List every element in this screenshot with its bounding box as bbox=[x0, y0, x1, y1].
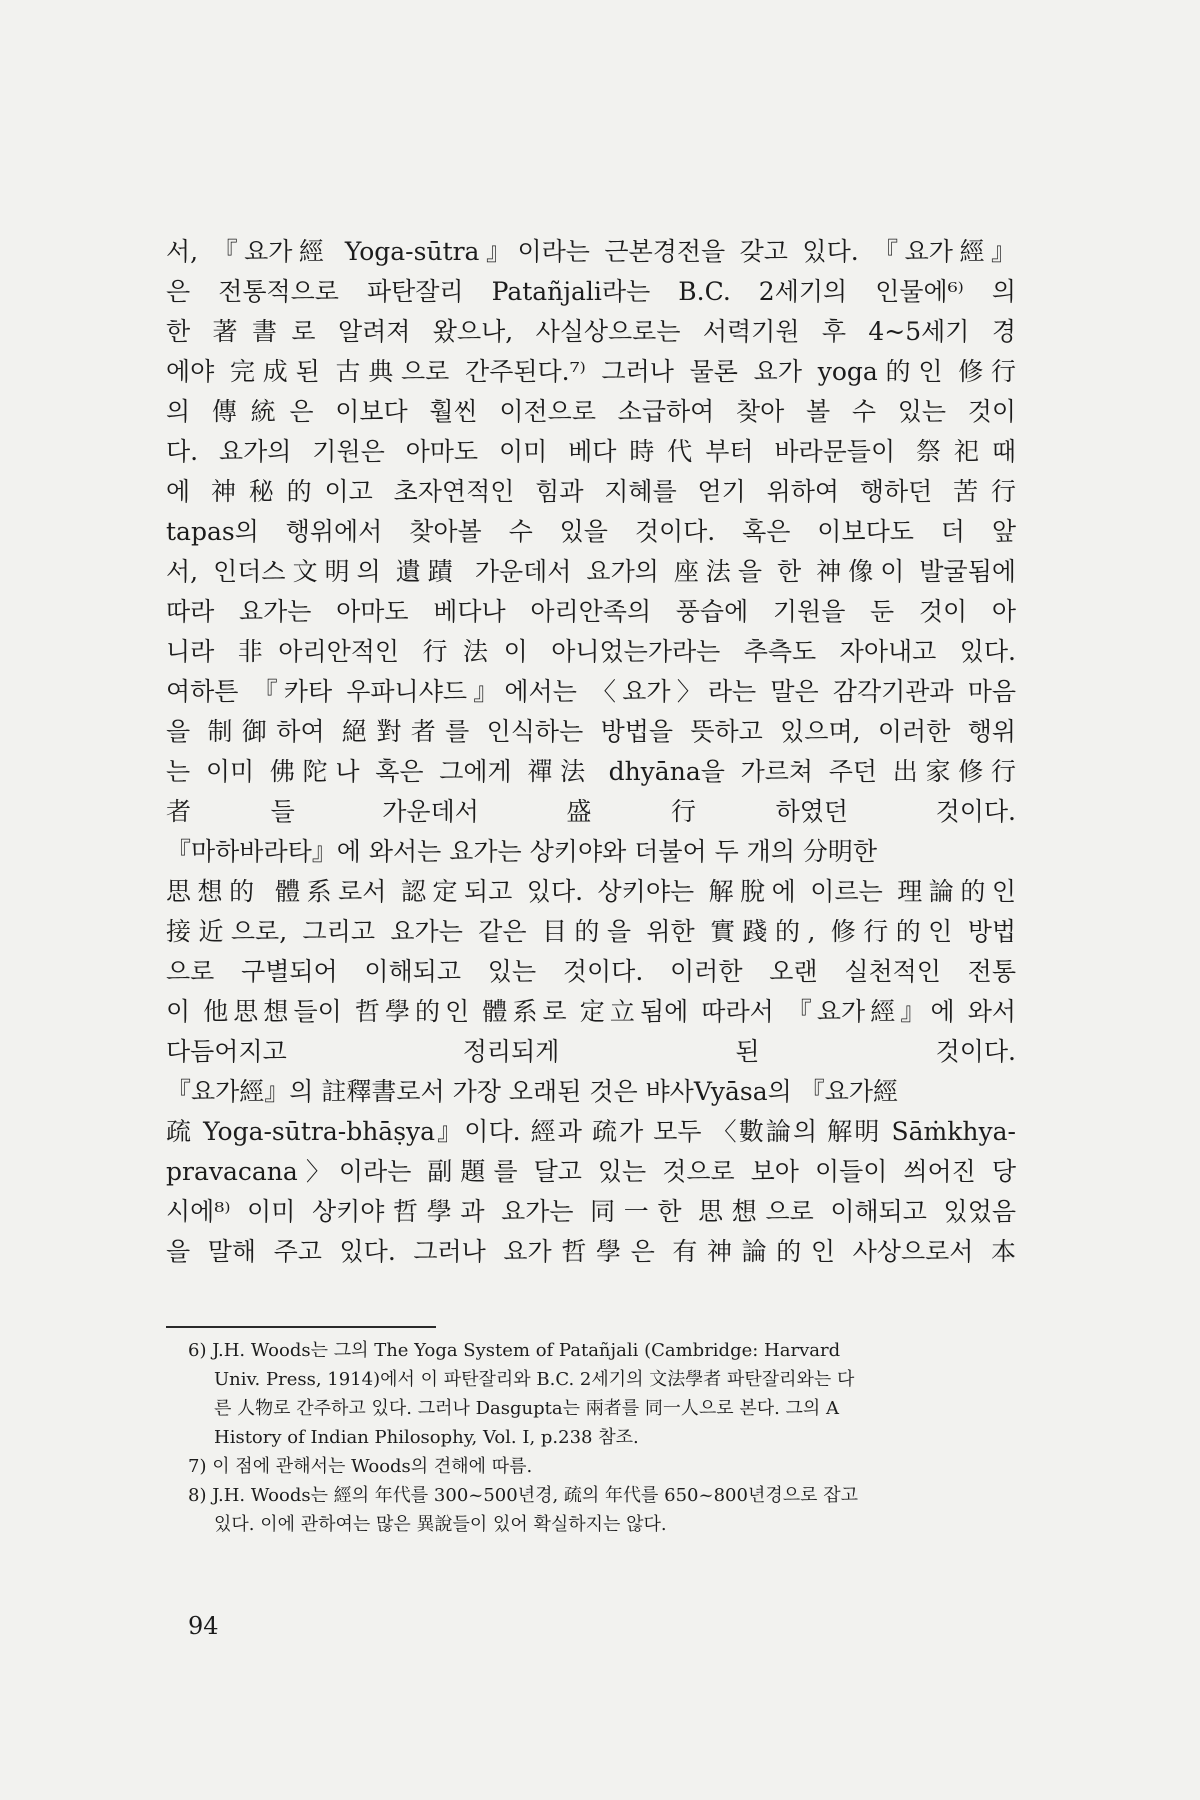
text-line: 서, 『요가經 Yoga-sūtra』이라는 근본경전을 갖고 있다. 『요가經』 bbox=[166, 237, 1016, 266]
text-line: 니라 非아리안적인 行法이 아니었는가라는 추측도 자아내고 있다. bbox=[166, 637, 1016, 666]
text-line: 다듬어지고 정리되게 된 것이다. bbox=[166, 1037, 1016, 1066]
text-line: 은 전통적으로 파탄잘리 Patañjali라는 B.C. 2세기의 인물에⁶⁾ 의 bbox=[166, 277, 1016, 306]
text-line: 을 말해 주고 있다. 그러나 요가哲學은 有神論的인 사상으로서 本 bbox=[166, 1237, 1016, 1266]
text-line: 에야 完成된 古典으로 간주된다.⁷⁾ 그러나 물론 요가 yoga的인 修行 bbox=[166, 357, 1016, 386]
footnote bbox=[188, 1452, 1018, 1481]
footnote-line: 있다. 이에 관하여는 많은 異說들이 있어 확실하지는 않다. bbox=[214, 1514, 667, 1535]
text-line: tapas의 행위에서 찾아볼 수 있을 것이다. 혹은 이보다도 더 앞 bbox=[166, 517, 1016, 546]
text-line: 한 著書로 알려져 왔으나, 사실상으로는 서력기원 후 4~5세기 경 bbox=[166, 317, 1016, 346]
text-line: 『요가經』의 註釋書로서 가장 오래된 것은 뱌사Vyāsa의 『요가經 bbox=[166, 1077, 899, 1106]
text-line: 에 神秘的이고 초자연적인 힘과 지혜를 얻기 위하여 행하던 苦行 bbox=[166, 477, 1016, 506]
footnote-line: History of Indian Philosophy, Vol. I, p.238 참조. bbox=[214, 1427, 639, 1448]
text-line: 다. 요가의 기원은 아마도 이미 베다時代부터 바라문들이 祭祀때 bbox=[166, 437, 1016, 466]
text-line: 思想的 體系로서 認定되고 있다. 상키야는 解脫에 이르는 理論的인 bbox=[166, 877, 1016, 906]
footnote bbox=[188, 1481, 1018, 1539]
footnote-divider bbox=[166, 1326, 436, 1328]
page-number: 94 bbox=[188, 1612, 219, 1640]
text-line: 『마하바라타』에 와서는 요가는 상키야와 더불어 두 개의 分明한 bbox=[166, 837, 878, 866]
text-line: 서, 인더스文明의 遺蹟 가운데서 요가의 座法을 한 神像이 발굴됨에 bbox=[166, 557, 1016, 586]
text-line: 의 傳統은 이보다 훨씬 이전으로 소급하여 찾아 볼 수 있는 것이 bbox=[166, 397, 1016, 426]
text-line: 시에⁸⁾ 이미 상키야哲學과 요가는 同一한 思想으로 이해되고 있었음 bbox=[166, 1197, 1016, 1226]
main-text bbox=[166, 232, 1016, 1312]
footnote-line: 7) 이 점에 관해서는 Woods의 견해에 따름. bbox=[188, 1456, 533, 1477]
text-line: 여하튼 『카타 우파니샤드』에서는 〈요가〉라는 말은 감각기관과 마음 bbox=[166, 677, 1016, 706]
footnote-line: 6) J.H. Woods는 그의 The Yoga System of Patañjali (Cambridge: Harvard bbox=[188, 1340, 841, 1361]
text-line: 따라 요가는 아마도 베다나 아리안족의 풍습에 기원을 둔 것이 아 bbox=[166, 597, 1016, 626]
text-line: 으로 구별되어 이해되고 있는 것이다. 이러한 오랜 실천적인 전통 bbox=[166, 957, 1016, 986]
footnote-line: 른 人物로 간주하고 있다. 그러나 Dasgupta는 兩者를 同一人으로 본다. 그의 A bbox=[214, 1398, 840, 1419]
text-line: 者들 가운데서 盛行하였던 것이다. bbox=[166, 797, 1016, 826]
text-line: 接近으로, 그리고 요가는 같은 目的을 위한 實踐的, 修行的인 방법 bbox=[166, 917, 1016, 946]
text-line: 疏 Yoga-sūtra-bhāṣya』이다. 經과 疏가 모두 〈數論의 解明 Sāṁkhya- bbox=[166, 1117, 1016, 1146]
footnote bbox=[188, 1336, 1018, 1452]
text-line: 는 이미 佛陀나 혹은 그에게 禪法 dhyāna을 가르쳐 주던 出家修行 bbox=[166, 757, 1016, 786]
text-line: 을 制御하여 絕對者를 인식하는 방법을 뜻하고 있으며, 이러한 행위 bbox=[166, 717, 1016, 746]
footnotes bbox=[188, 1336, 1018, 1539]
text-line bbox=[166, 1272, 1016, 1312]
text-line: 이 他思想들이 哲學的인 體系로 定立됨에 따라서 『요가經』에 와서 bbox=[166, 997, 1016, 1026]
text-line: pravacana〉이라는 副題를 달고 있는 것으로 보아 이들이 씌어진 당 bbox=[166, 1157, 1016, 1186]
footnote-line: Univ. Press, 1914)에서 이 파탄잘리와 B.C. 2세기의 文法學者 파탄잘리와는 다 bbox=[214, 1369, 855, 1390]
footnote-line: 8) J.H. Woods는 經의 年代를 300~500년경, 疏의 年代를 650~800년경으로 잡고 bbox=[188, 1485, 858, 1506]
